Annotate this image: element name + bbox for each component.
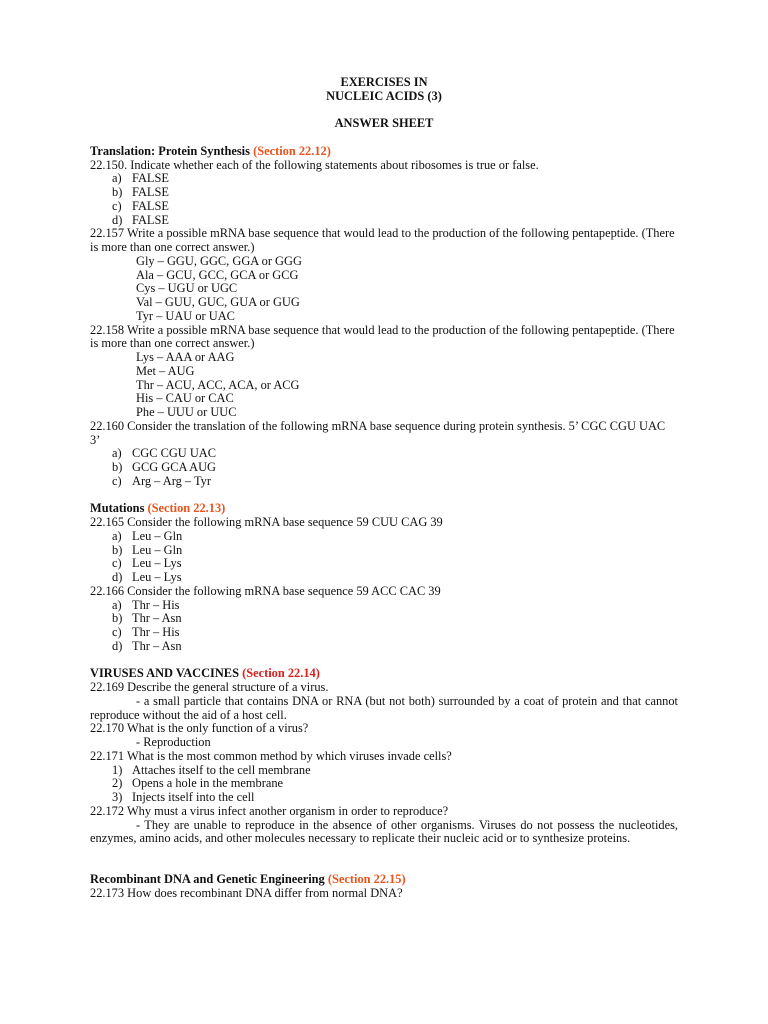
section-title: Mutations — [90, 501, 145, 516]
list-marker: b) — [112, 460, 123, 474]
list-marker: b) — [112, 542, 123, 557]
codon-line: Met – AUG — [136, 363, 195, 378]
answer-item — [90, 599, 678, 613]
answer-item — [90, 214, 678, 228]
answer-item — [90, 557, 678, 571]
answer-22-170: - Reproduction — [136, 735, 211, 749]
list-marker: c) — [112, 473, 122, 488]
question-22-157: 22.157 Write a possible mRNA base sequence that would lead to the production of the following pentapeptide. (There is more than one correct answer.) — [90, 226, 675, 254]
list-marker: c) — [112, 198, 122, 213]
section-heading-viruses — [90, 667, 678, 681]
answer-item — [90, 626, 678, 640]
list-marker: c) — [112, 556, 122, 571]
list-item-text: Arg – Arg – Tyr — [132, 473, 211, 488]
section-heading-translation — [90, 145, 678, 159]
list-item-text: FALSE — [132, 212, 169, 227]
list-marker: d) — [112, 212, 123, 227]
list-marker: a) — [112, 446, 122, 461]
list-marker: a) — [112, 171, 122, 186]
question-22-158: 22.158 Write a possible mRNA base sequence that would lead to the production of the following pentapeptide. (There is more than one correct answer.) — [90, 322, 675, 351]
section-title: Translation: Protein Synthesis — [90, 143, 250, 158]
answer-item — [90, 475, 678, 489]
answer-list-22-160 — [90, 447, 678, 488]
section-heading-recombinant-dna — [90, 873, 678, 887]
answer-item — [90, 791, 678, 805]
list-item-text: Injects itself into the cell — [132, 790, 255, 804]
question-22-150: 22.150. Indicate whether each of the following statements about ribosomes is true or false. — [90, 157, 539, 172]
codon-line: Phe – UUU or UUC — [136, 405, 237, 419]
list-item-text: Leu – Lys — [132, 556, 182, 571]
answer-sheet-page — [90, 76, 678, 901]
question-22-165: 22.165 Consider the following mRNA base sequence 59 CUU CAG 39 — [90, 515, 443, 529]
codon-line: Lys – AAA or AAG — [136, 350, 235, 364]
list-marker: d) — [112, 570, 123, 584]
list-marker: d) — [112, 638, 123, 653]
answer-22-169: - a small particle that contains DNA or RNA (but not both) surrounded by a coat of protein and that cannot reproduce without the aid of a host cell. — [90, 693, 678, 722]
question-22-172: 22.172 Why must a virus infect another organism in order to reproduce? — [90, 803, 449, 818]
list-item-text: FALSE — [132, 185, 169, 199]
codon-line: His – CAU or CAC — [136, 391, 234, 406]
list-marker: 2) — [112, 776, 123, 791]
section-ref: (Section 22.14) — [242, 666, 320, 681]
section-title: Recombinant DNA and Genetic Engineering — [90, 872, 325, 886]
codon-line: Gly – GGU, GGC, GGA or GGG — [136, 253, 302, 268]
list-item-text: GCG GCA AUG — [132, 460, 216, 474]
answer-item — [90, 777, 678, 791]
list-item-text: FALSE — [132, 171, 169, 186]
answer-item — [90, 612, 678, 626]
question-22-166: 22.166 Consider the following mRNA base sequence 59 ACC CAC 39 — [90, 583, 441, 598]
codon-line: Cys – UGU or UGC — [136, 281, 238, 296]
list-item-text: Leu – Gln — [132, 542, 183, 557]
answer-item — [90, 200, 678, 214]
list-item-text: Attaches itself to the cell membrane — [132, 762, 311, 777]
list-item-text: Thr – Asn — [132, 638, 182, 653]
answer-item — [90, 530, 678, 544]
section-heading-mutations — [90, 502, 678, 516]
question-22-169: 22.169 Describe the general structure of a virus. — [90, 680, 329, 694]
section-title: VIRUSES AND VACCINES — [90, 666, 239, 681]
answer-item — [90, 764, 678, 778]
list-item-text: CGC CGU UAC — [132, 446, 216, 461]
answer-item — [90, 461, 678, 475]
answer-item — [90, 571, 678, 585]
answer-item — [90, 172, 678, 186]
codon-line: Ala – GCU, GCC, GCA or GCG — [136, 267, 299, 282]
list-item-text: FALSE — [132, 198, 169, 213]
question-22-160: 22.160 Consider the translation of the following mRNA base sequence during protein synthesis. 5’ CGC CGU UAC 3’ — [90, 418, 666, 447]
section-ref: (Section 22.15) — [327, 872, 406, 886]
codon-line: Thr – ACU, ACC, ACA, or ACG — [136, 377, 300, 392]
answer-list-22-165 — [90, 530, 678, 585]
answer-item — [90, 544, 678, 558]
answer-item — [90, 447, 678, 461]
list-item-text: Opens a hole in the membrane — [132, 776, 284, 791]
section-ref: (Section 22.13) — [147, 501, 226, 516]
answer-item — [90, 186, 678, 200]
list-marker: c) — [112, 625, 122, 639]
answer-22-172: - They are unable to reproduce in the absence of other organisms. Viruses do not possess the nucleotides, enzymes, amino acids, and other molecules necessary to replicate their nucleic acid or to synthesize proteins. — [90, 817, 678, 846]
list-marker: a) — [112, 528, 122, 543]
list-item-text: Leu – Lys — [132, 570, 182, 584]
answer-list-22-166 — [90, 599, 678, 654]
list-marker: 1) — [112, 762, 123, 777]
title-answer-sheet: ANSWER SHEET — [334, 116, 434, 131]
list-item-text: Thr – Asn — [132, 611, 182, 626]
answer-list-22-171 — [90, 764, 678, 805]
list-marker: 3) — [112, 790, 123, 804]
list-item-text: Thr – His — [132, 597, 180, 612]
list-marker: b) — [112, 185, 123, 199]
codon-list-22-157 — [90, 255, 678, 324]
codon-line: Val – GUU, GUC, GUA or GUG — [136, 295, 300, 309]
list-item-text: Leu – Gln — [132, 528, 183, 543]
codon-line: Tyr – UAU or UAC — [136, 308, 235, 323]
list-marker: b) — [112, 611, 123, 626]
codon-list-22-158 — [90, 351, 678, 420]
title-line-2: NUCLEIC ACIDS (3) — [326, 88, 442, 103]
answer-list-22-150 — [90, 172, 678, 227]
list-item-text: Thr – His — [132, 625, 180, 639]
list-marker: a) — [112, 597, 122, 612]
question-22-170: 22.170 What is the only function of a virus? — [90, 721, 309, 736]
question-22-171: 22.171 What is the most common method by which viruses invade cells? — [90, 748, 452, 763]
title-line-1: EXERCISES IN — [340, 75, 428, 89]
answer-item — [90, 640, 678, 654]
section-ref: (Section 22.12) — [253, 143, 331, 158]
question-22-173: 22.173 How does recombinant DNA differ from normal DNA? — [90, 885, 403, 900]
